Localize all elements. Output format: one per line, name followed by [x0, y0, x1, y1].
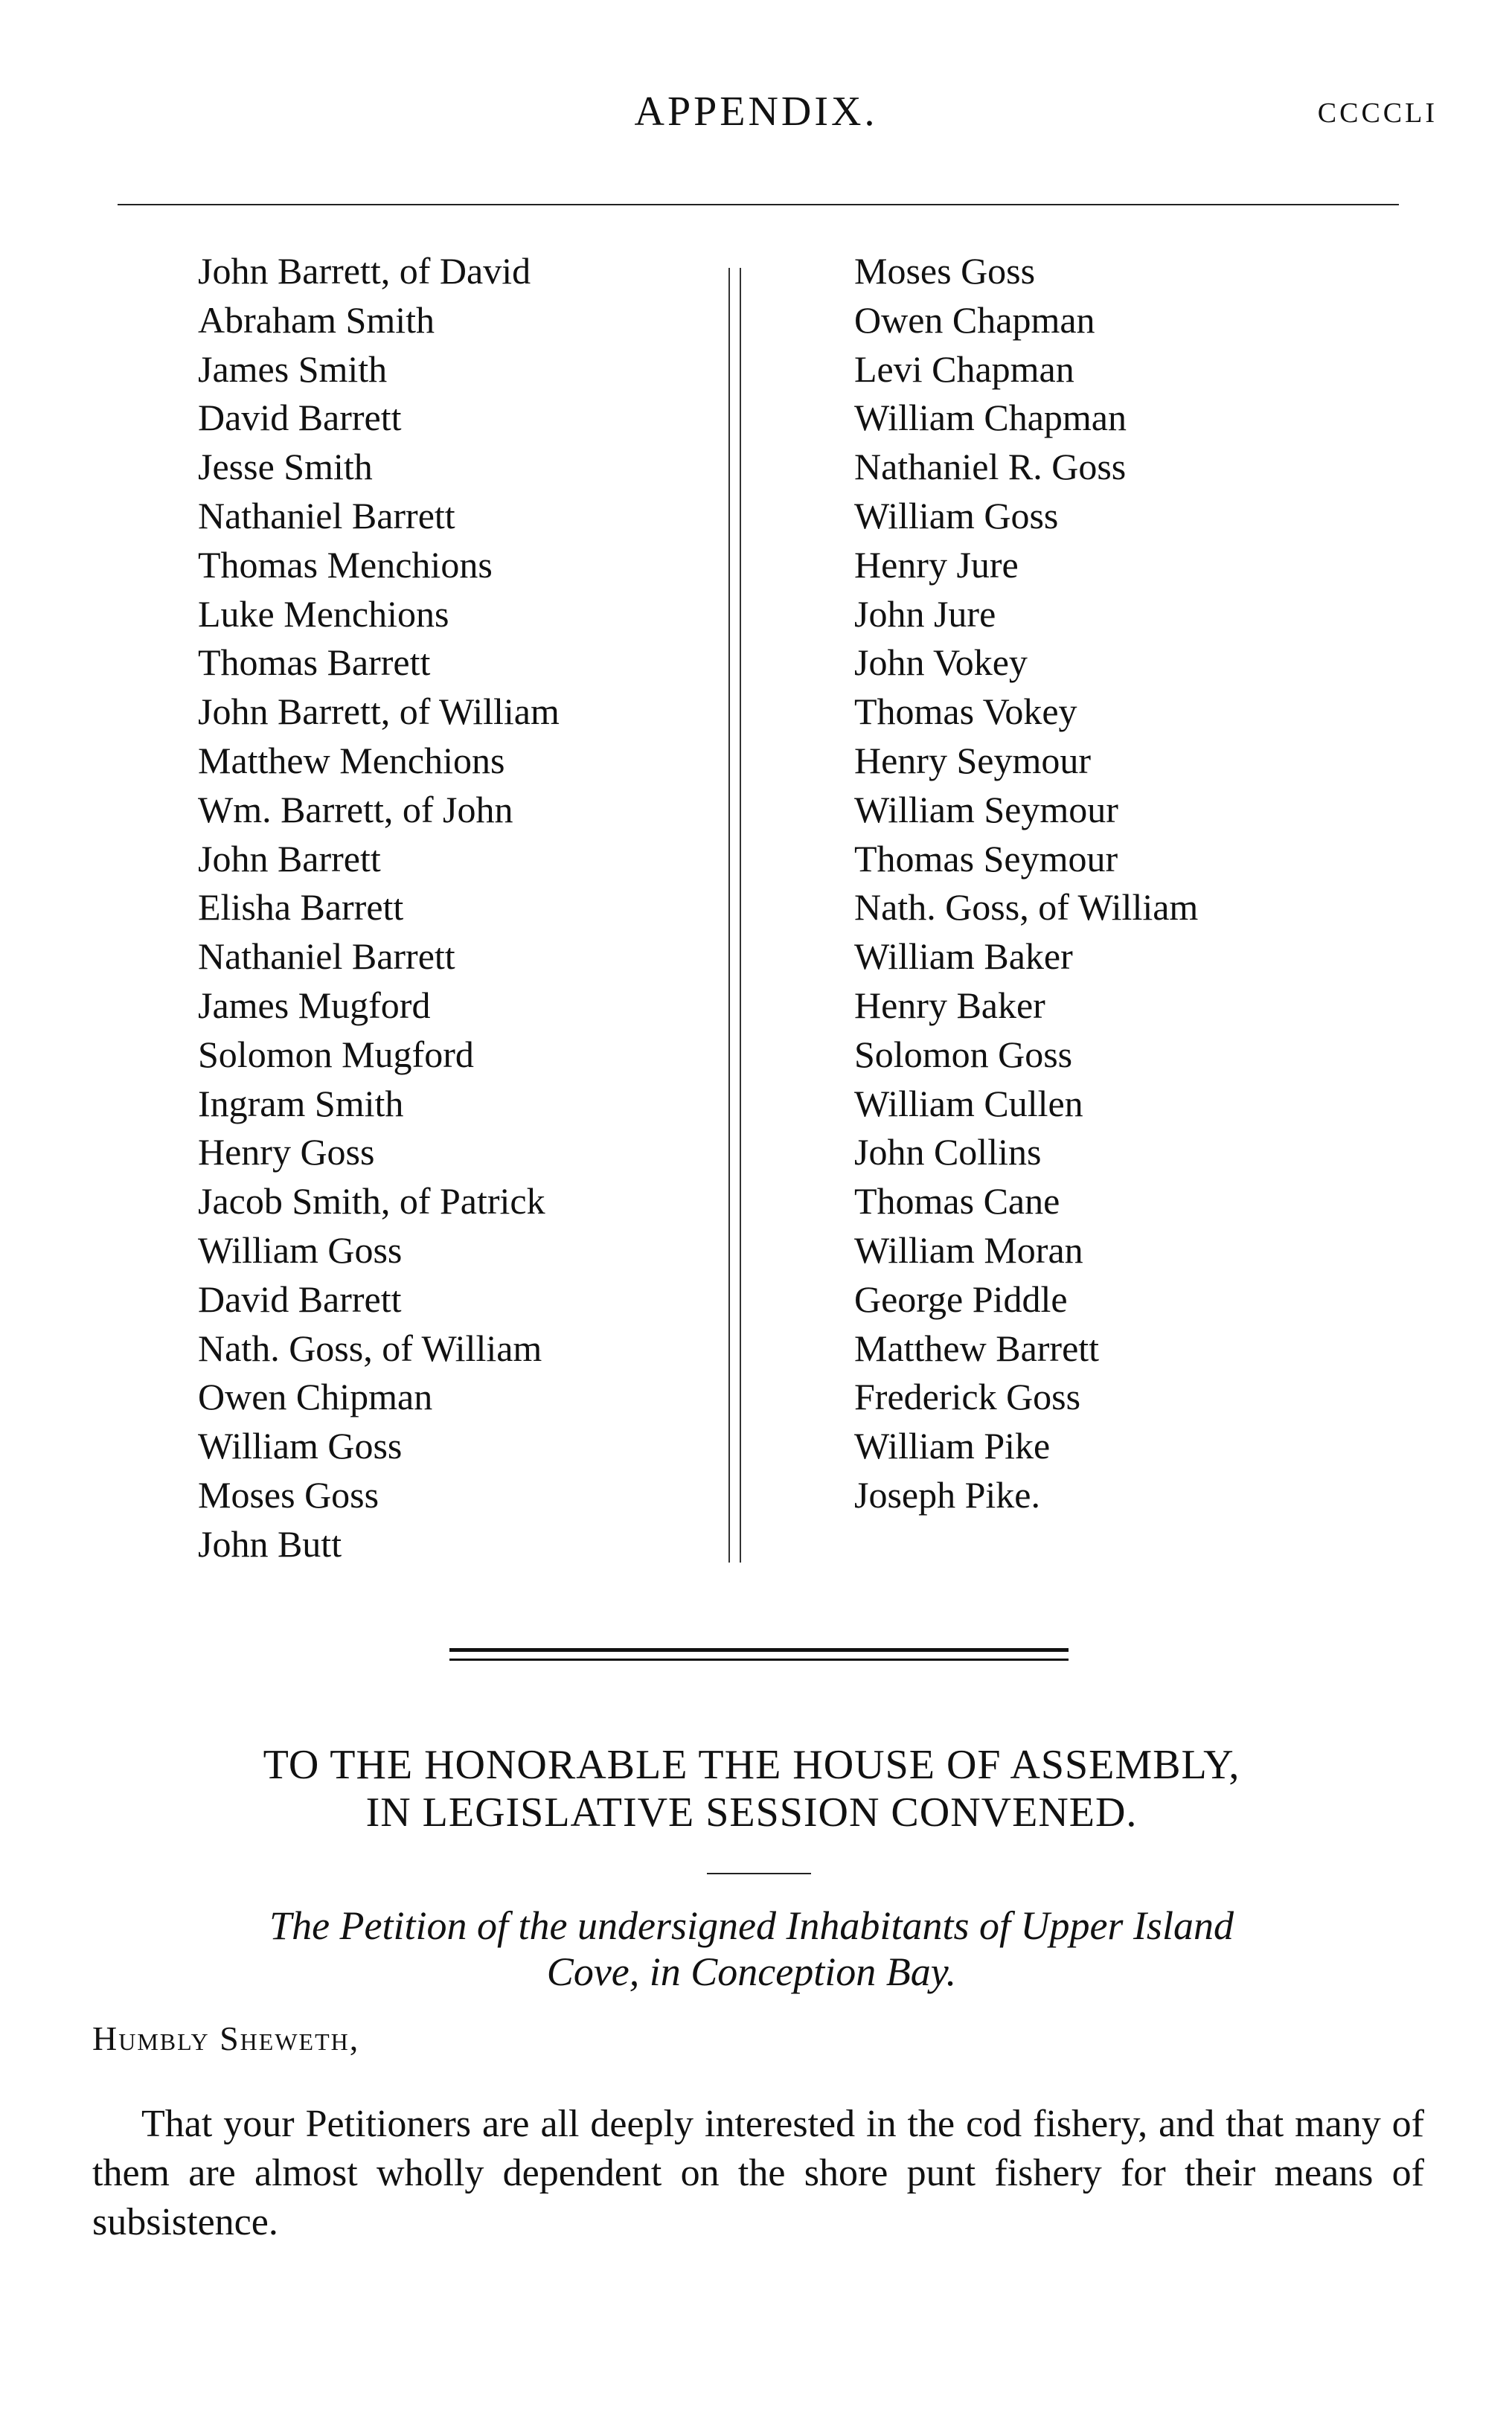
signatory-name: Matthew Menchions — [198, 739, 505, 781]
signatories-section — [0, 247, 1512, 1586]
page-number: CCCCLI — [1317, 97, 1438, 129]
signatory-name: Thomas Cane — [854, 1180, 1060, 1223]
signatory-name: Elisha Barrett — [198, 886, 404, 929]
signatory-name: Thomas Barrett — [198, 641, 431, 684]
signatory-name: Nath. Goss, of William — [198, 1327, 542, 1369]
running-title: APPENDIX. — [634, 89, 878, 135]
signatory-name: Thomas Menchions — [198, 543, 493, 586]
signatory-name: John Jure — [854, 592, 996, 635]
signatory-name: Owen Chapman — [854, 298, 1095, 341]
signatory-name: Jesse Smith — [198, 446, 373, 488]
salutation: Humbly Sheweth, — [92, 2019, 360, 2057]
signatory-name: John Collins — [854, 1131, 1042, 1173]
header-rule — [118, 204, 1399, 205]
signatory-name: John Barrett — [198, 837, 381, 879]
signatory-name: Solomon Goss — [854, 1033, 1073, 1075]
signatory-name: William Chapman — [854, 397, 1127, 439]
signatory-name: William Cullen — [854, 1082, 1083, 1124]
signatory-name: Joseph Pike. — [854, 1473, 1040, 1516]
signatory-name: James Smith — [198, 347, 388, 390]
signatory-name: Henry Jure — [854, 543, 1019, 586]
intro-line-1: The Petition of the undersigned Inhabitants of Upper Island — [269, 1903, 1234, 1948]
signatory-name: Owen Chipman — [198, 1376, 433, 1418]
address-rule — [707, 1873, 811, 1874]
signatory-name: Henry Baker — [854, 984, 1045, 1026]
column-divider — [740, 268, 741, 1563]
section-divider-thick — [449, 1648, 1069, 1652]
address-line-1: TO THE HONORABLE THE HOUSE OF ASSEMBLY, — [263, 1742, 1240, 1788]
signatory-name: William Seymour — [854, 788, 1118, 830]
signatory-name: Abraham Smith — [198, 298, 435, 341]
signatory-name: Luke Menchions — [198, 592, 449, 635]
signatory-name: John Barrett, of William — [198, 690, 560, 733]
signatories-right-column — [854, 247, 1375, 1520]
signatory-name: William Pike — [854, 1425, 1051, 1467]
signatory-name: Wm. Barrett, of John — [198, 788, 513, 830]
signatory-name: William Baker — [854, 935, 1073, 978]
petition-intro — [82, 1903, 1421, 1995]
signatory-name: Moses Goss — [198, 1473, 379, 1516]
signatory-name: William Goss — [198, 1228, 403, 1271]
signatory-name: Jacob Smith, of Patrick — [198, 1180, 545, 1223]
signatory-name: Thomas Seymour — [854, 837, 1118, 879]
signatory-name: William Goss — [198, 1425, 403, 1467]
signatory-name: John Vokey — [854, 641, 1028, 684]
signatory-name: Henry Seymour — [854, 739, 1091, 781]
signatory-name: Moses Goss — [854, 250, 1036, 292]
petition-body: That your Petitioners are all deeply interested in the cod fishery, and that many of them are almost wholly dependent on the shore punt fishery for their means of subsistence. — [92, 2103, 1424, 2243]
section-divider-thin — [449, 1659, 1069, 1661]
signatory-name: Nathaniel R. Goss — [854, 446, 1127, 488]
signatory-name: David Barrett — [198, 397, 402, 439]
signatory-name: William Moran — [854, 1228, 1083, 1271]
signatory-name: Matthew Barrett — [854, 1327, 1100, 1369]
signatory-name: Levi Chapman — [854, 347, 1074, 390]
intro-line-2: Cove, in Conception Bay. — [546, 1949, 957, 1994]
signatory-name: Nathaniel Barrett — [198, 935, 455, 978]
signatory-name: Thomas Vokey — [854, 690, 1077, 733]
page-header — [0, 88, 1512, 140]
signatory-name: Nathaniel Barrett — [198, 494, 455, 536]
column-divider — [728, 268, 730, 1563]
signatories-left-column — [198, 247, 719, 1569]
address-line-2: IN LEGISLATIVE SESSION CONVENED. — [365, 1789, 1138, 1836]
signatory-name: James Mugford — [198, 984, 431, 1026]
signatory-name: Solomon Mugford — [198, 1033, 474, 1075]
signatory-name: Frederick Goss — [854, 1376, 1081, 1418]
signatory-name: Nath. Goss, of William — [854, 886, 1199, 929]
petition-address — [82, 1741, 1421, 1836]
signatory-name: Ingram Smith — [198, 1082, 404, 1124]
signatory-name: John Barrett, of David — [198, 250, 531, 292]
signatory-name: William Goss — [854, 494, 1059, 536]
signatory-name: George Piddle — [854, 1278, 1068, 1320]
signatory-name: David Barrett — [198, 1278, 402, 1320]
signatory-name: John Butt — [198, 1522, 342, 1565]
signatory-name: Henry Goss — [198, 1131, 375, 1173]
